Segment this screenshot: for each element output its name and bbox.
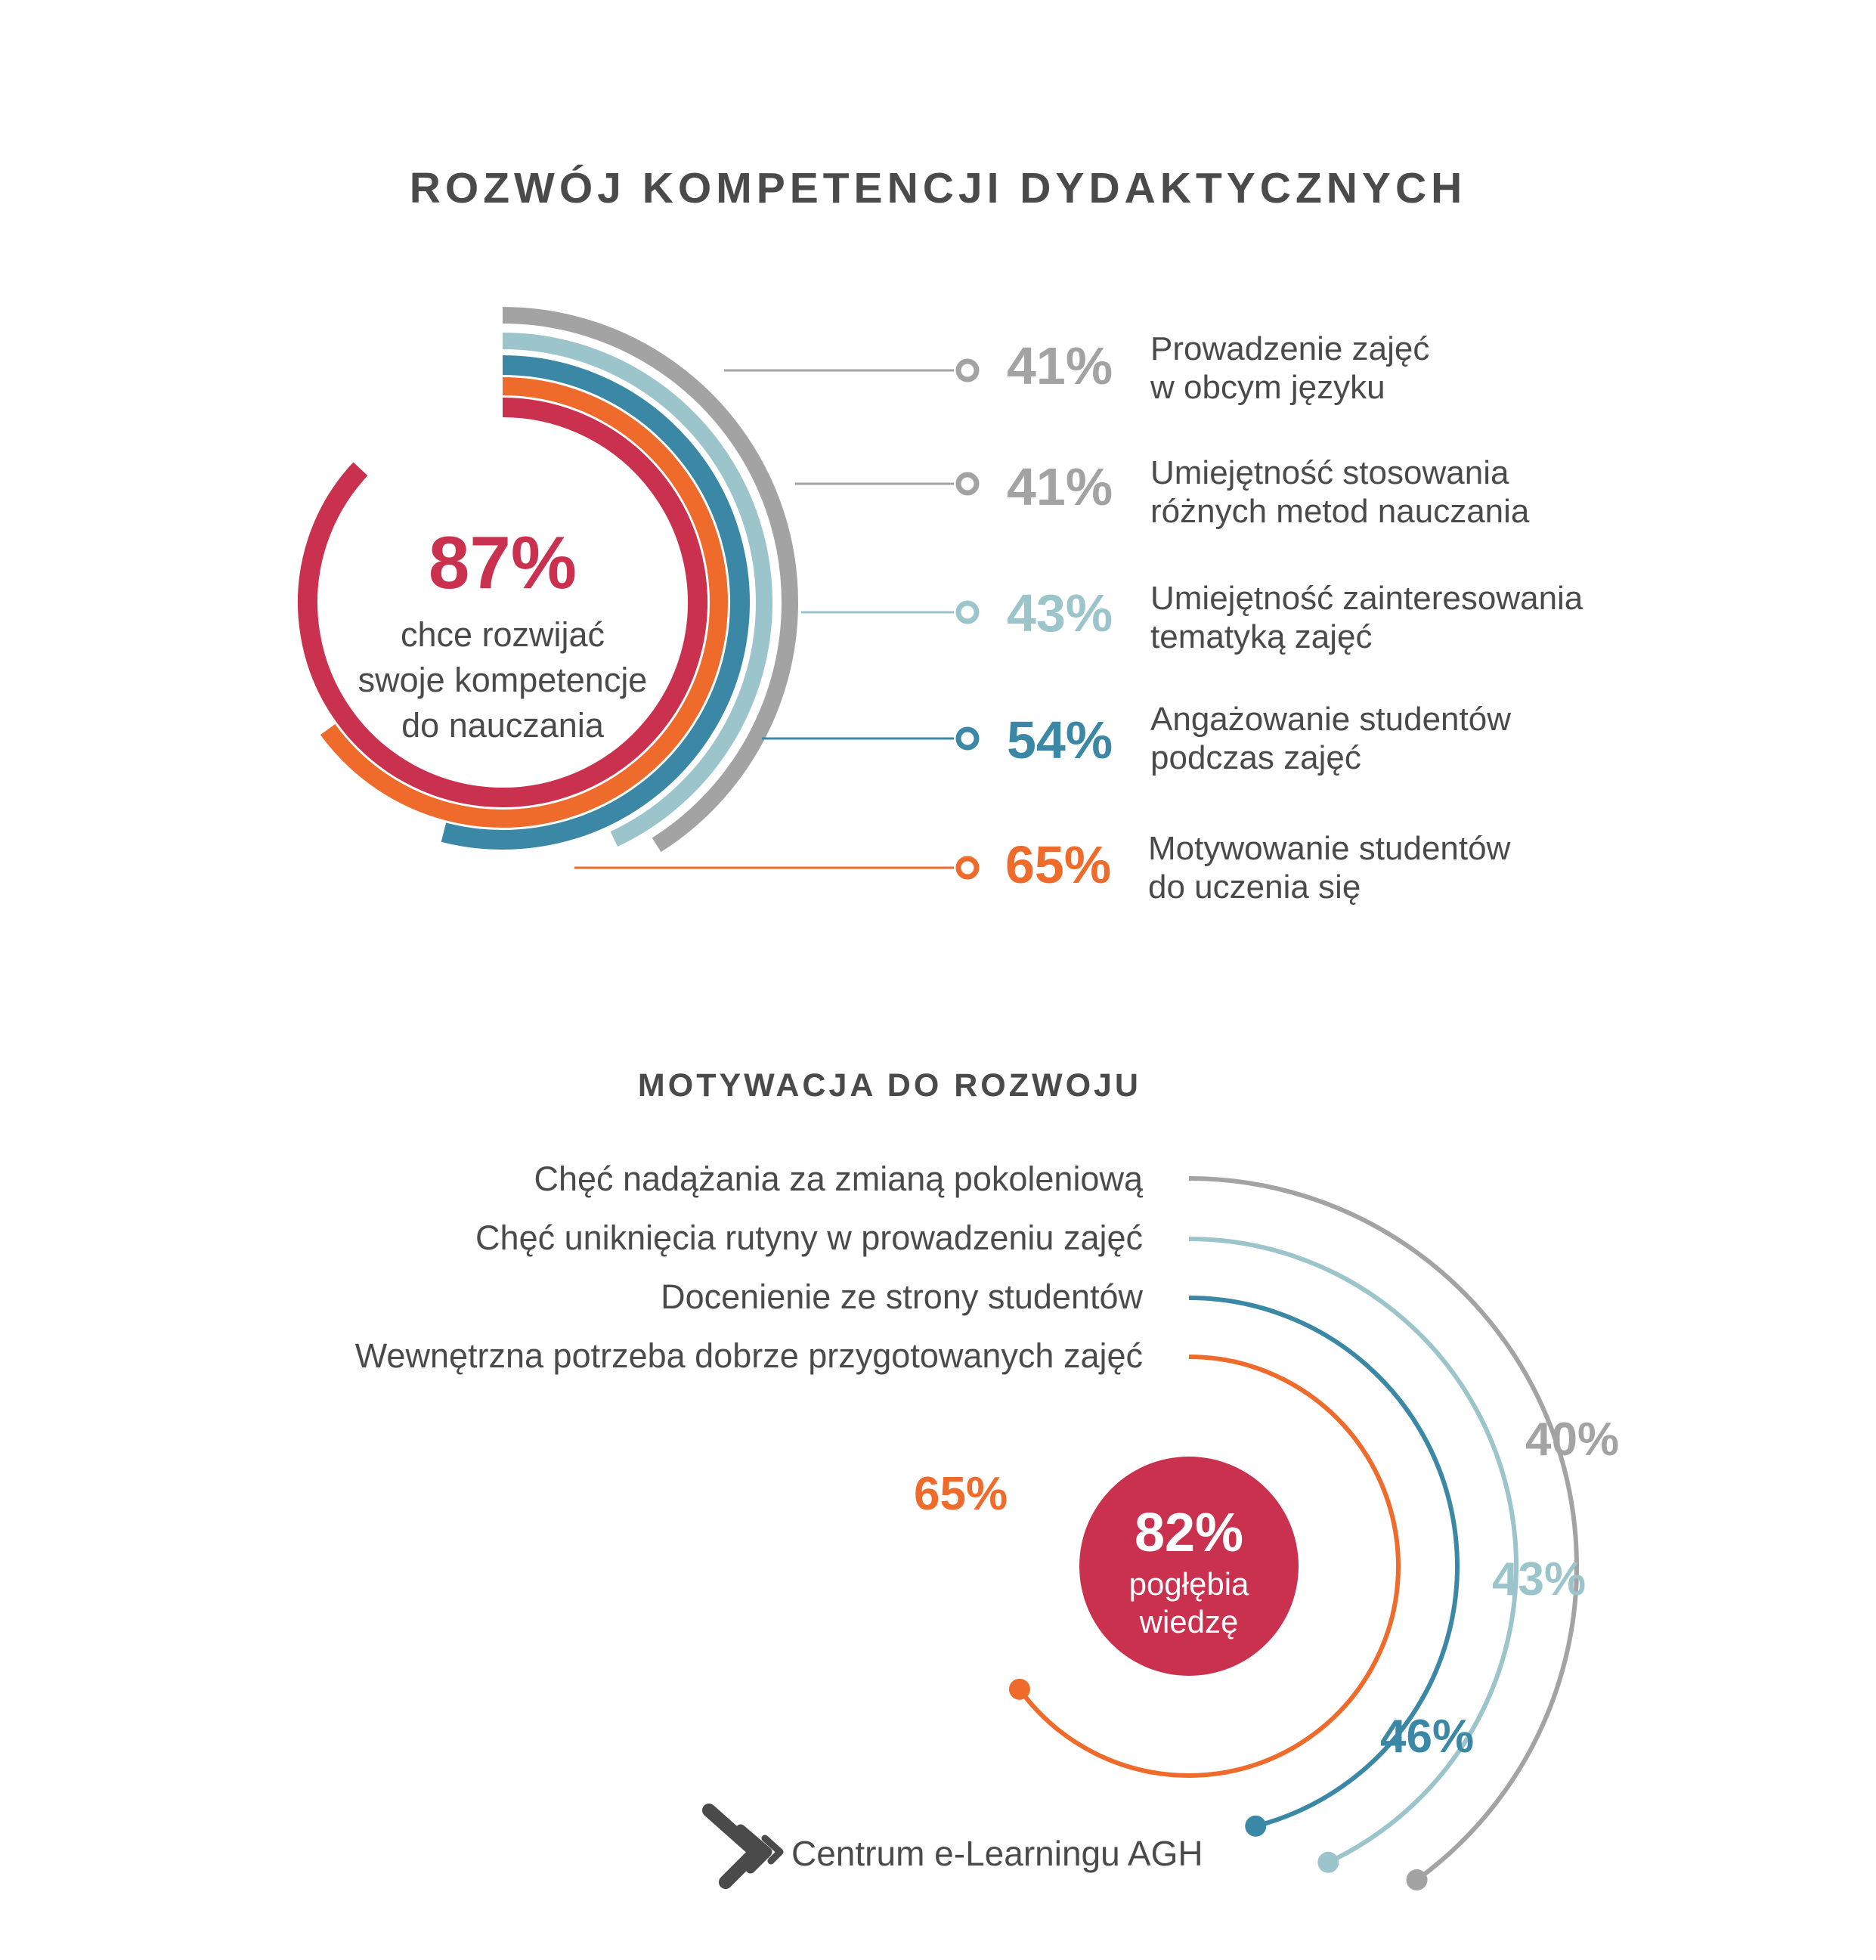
center-label-wiedze: wiedzę <box>1139 1604 1239 1640</box>
section2-category-labels <box>355 1160 1144 1375</box>
center-label-poglebia: pogłębia <box>1128 1566 1249 1602</box>
motivation-value-3: 46% <box>1380 1711 1475 1763</box>
category-label-3b: tematyką zajęć <box>1150 618 1373 655</box>
section1-values <box>1005 336 1113 894</box>
category-label-5a: Motywowanie studentów <box>1148 830 1511 867</box>
value-label-5: 65% <box>1005 835 1112 894</box>
category-label-2b: różnych metod nauczania <box>1150 493 1530 530</box>
motivation-label-2: Chęć uniknięcia rutyny w prowadzeniu zajęć <box>475 1218 1143 1257</box>
value-label-2: 41% <box>1007 457 1113 516</box>
section2-title: MOTYWACJA DO ROZWOJU <box>637 1067 1141 1104</box>
category-label-2a: Umiejętność stosowania <box>1150 454 1509 491</box>
center-value-87: 87% <box>428 521 577 604</box>
center-label-line3: do nauczania <box>401 706 604 745</box>
marker-2 <box>958 475 977 493</box>
center-label-line2: swoje kompetencje <box>358 661 648 699</box>
category-label-1a: Prowadzenie zajęć <box>1150 330 1430 367</box>
category-label-5b: do uczenia się <box>1148 869 1361 906</box>
motivation-label-3: Docenienie ze strony studentów <box>661 1277 1143 1316</box>
motivation-value-4: 65% <box>914 1468 1008 1520</box>
value-label-4: 54% <box>1007 711 1113 769</box>
section1-title: ROZWÓJ KOMPETENCJI DYDAKTYCZNYCH <box>409 164 1467 212</box>
center-value-82: 82% <box>1134 1503 1244 1563</box>
category-label-4b: podczas zajęć <box>1150 739 1361 776</box>
motivation-dot-2 <box>1317 1852 1339 1873</box>
chevrons-logo-icon <box>709 1810 780 1882</box>
value-label-1: 41% <box>1007 336 1113 395</box>
motivation-dot-4 <box>1009 1679 1030 1700</box>
motivation-label-1: Chęć nadążania za zmianą pokoleniową <box>534 1160 1143 1198</box>
category-label-4a: Angażowanie studentów <box>1150 701 1511 738</box>
category-label-3a: Umiejętność zainteresowania <box>1150 580 1583 617</box>
value-label-3: 43% <box>1007 584 1113 642</box>
marker-4 <box>958 729 977 748</box>
marker-1 <box>958 361 977 379</box>
motivation-value-1: 40% <box>1525 1413 1620 1466</box>
motivation-value-2: 43% <box>1492 1553 1587 1605</box>
category-label-1b: w obcym języku <box>1150 369 1385 406</box>
section1-category-labels <box>1148 330 1583 906</box>
marker-3 <box>958 603 977 621</box>
marker-5 <box>958 859 977 877</box>
footer-brand: Centrum e-Learningu AGH <box>791 1834 1203 1873</box>
center-label-line1: chce rozwijać <box>400 615 605 654</box>
motivation-dot-1 <box>1407 1869 1428 1890</box>
motivation-dot-3 <box>1245 1816 1266 1837</box>
motivation-label-4: Wewnętrzna potrzeba dobrze przygotowanych zajęć <box>354 1336 1143 1375</box>
